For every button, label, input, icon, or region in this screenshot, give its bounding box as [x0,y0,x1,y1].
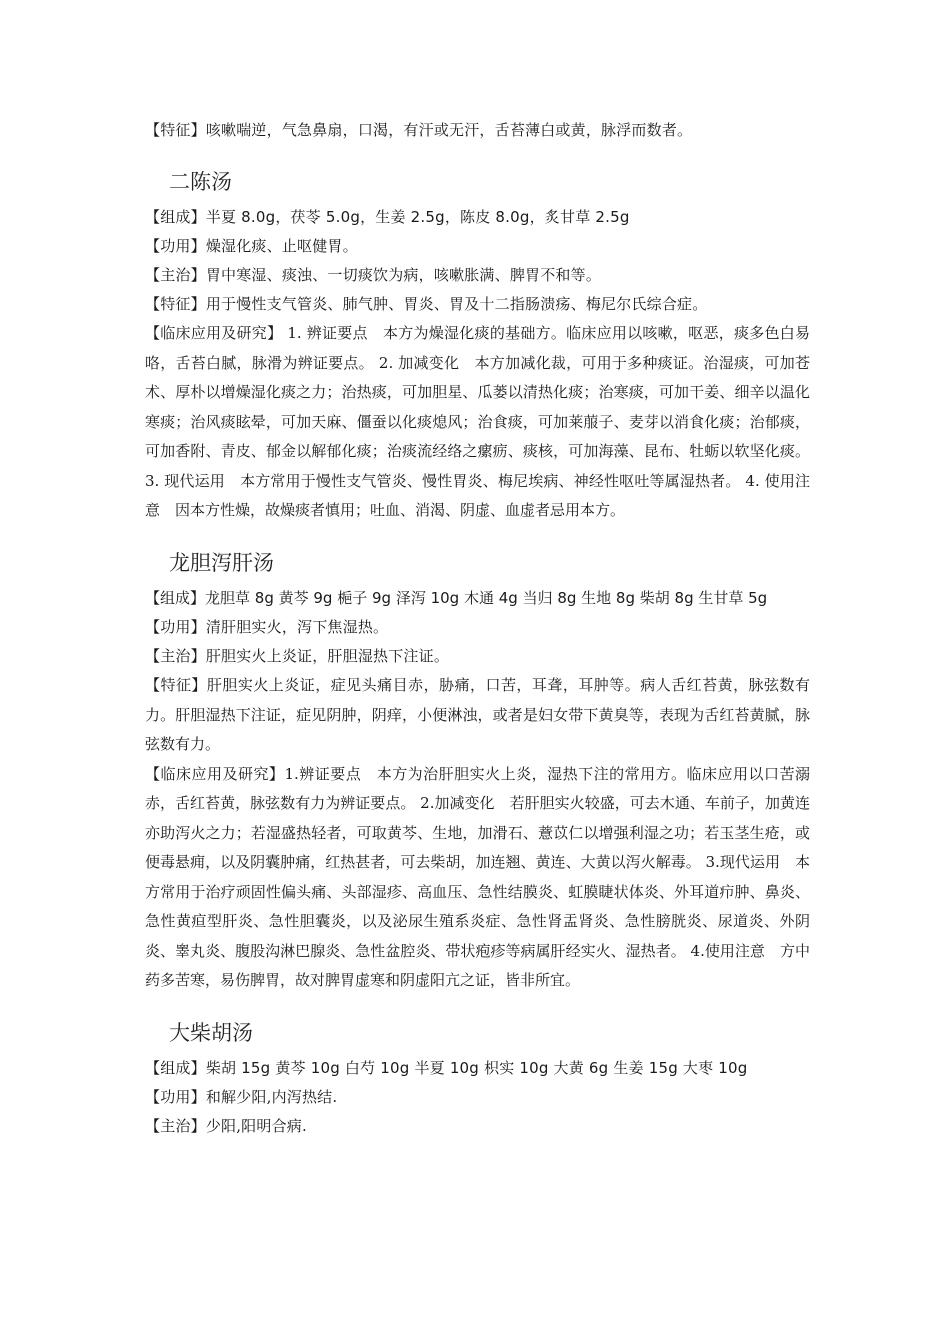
indication-tag: 【主治】 [145,1116,206,1135]
feature-tag: 【特征】 [145,676,207,694]
indication-text: 胃中寒湿、痰浊、一切痰饮为病，咳嗽胀满、脾胃不和等。 [205,266,602,284]
composition-tag: 【组成】 [145,208,206,226]
longdan-composition-line [145,584,810,614]
composition-tag: 【组成】 [145,588,206,607]
indication-text: 肝胆实火上炎证，肝胆湿热下注证。 [205,647,450,665]
longdan-function-line [145,613,810,642]
composition-text: 龙胆草 8g 黄芩 9g 梔子 9g 泽泻 10g 木通 4g 当归 8g 生地 8g 柴胡 8g 生甘草 5g [205,588,768,607]
composition-text: 半夏 8.0g，茯苓 5.0g，生姜 2.5g，陈皮 8.0g，炙甘草 2.5g [205,208,630,226]
clinical-tag: 【临床应用及研究】 [145,324,283,342]
erchen-function-line [145,232,810,261]
clinical-tag: 【临床应用及研究】 [145,764,285,783]
indication-tag: 【主治】 [145,647,206,665]
longdan-feature-paragraph [145,671,810,760]
function-tag: 【功用】 [145,618,206,636]
clinical-text: 1.辨证要点 本方为治肝胆实火上炎，湿热下注的常用方。临床应用以口苦溺赤，舌红苔黄，脉弦数有力为辨证要点。 2.加减变化 若肝胆实火较盛，可去木通、车前子，加黄连亦助泻火之力；若湿盛热轻者，可取黄芩、生地，加滑石、薏苡仁以增强利湿之功；若玉茎生疮，或便毒悬痈，以及阴囊肿痛，红热甚者，可去柴胡，加连翘、黄连、大黄以泻火解毒。 3.现代运用 本方常用于治疗顽固性偏头痛、头部湿疹、高血压、急性结膜炎、虹膜睫状体炎、外耳道疖肿、鼻炎、急性黄疸型肝炎、急性胆囊炎，以及泌尿生殖系炎症、急性肾盂肾炎、急性膀胱炎、尿道炎、外阴炎、睾丸炎、腹股沟淋巴腺炎、急性盆腔炎、带状疱疹等病属肝经实火、湿热者。 4.使用注意 方中药多苦寒，易伤脾胃，故对脾胃虚寒和阴虚阳亢之证，皆非所宜。 [145,764,810,989]
function-text: 清肝胆实火，泻下焦湿热。 [205,618,389,636]
longdan-clinical-paragraph [145,760,810,996]
function-tag: 【功用】 [145,237,206,255]
function-tag: 【功用】 [145,1087,206,1106]
section-title-dachaihu: 大柴胡汤 [169,1020,253,1045]
composition-text: 柴胡 15g 黄芩 10g 白芍 10g 半夏 10g 枳实 10g 大黄 6g 生姜 15g 大枣 10g [205,1058,748,1077]
feature-text: 用于慢性支气管炎、肺气肿、胃炎、胃及十二指肠溃疡、梅尼尔氏综合症。 [205,295,708,313]
indication-text: 少阳,阳明合病. [205,1116,307,1135]
erchen-clinical-paragraph [145,319,810,526]
section-title-erchen: 二陈汤 [169,170,232,194]
feature-tag: 【特征】 [145,295,206,313]
dachaihu-function-line [145,1083,810,1112]
feature-text: 咳嗽喘逆，气急鼻扇，口渴，有汗或无汗，舌苔薄白或黄，脉浮而数者。 [205,121,693,139]
function-text: 和解少阳,内泻热结. [205,1087,338,1106]
longdan-indication-line [145,642,810,671]
dachaihu-composition-line [145,1054,810,1083]
erchen-indication-line [145,261,810,290]
feature-text: 肝胆实火上炎证，症见头痛目赤，胁痛，口苦，耳聋，耳肿等。病人舌红苔黄，脉弦数有力。肝胆湿热下注证，症见阴肿，阴痒，小便淋浊，或者是妇女带下黄臭等，表现为舌红苔黄腻，脉弦数有力。 [145,676,810,753]
intro-feature-line [145,116,810,145]
composition-tag: 【组成】 [145,1058,206,1077]
dachaihu-indication-line [145,1112,810,1141]
erchen-feature-line [145,290,810,319]
feature-tag: 【特征】 [145,121,206,139]
section-title-longdan: 龙胆泻肝汤 [169,550,274,575]
indication-tag: 【主治】 [145,266,206,284]
document-page [145,116,810,1141]
erchen-composition-line [145,203,810,232]
clinical-text: 1. 辨证要点 本方为燥湿化痰的基础方。临床应用以咳嗽，呕恶，痰多色白易咯，舌苔白腻，脉滑为辨证要点。 2. 加减变化 本方加减化裁，可用于多种痰证。治湿痰，可加苍术、厚朴以增燥湿化痰之力；治热痰，可加胆星、瓜蒌以清热化痰；治寒痰，可加干姜、细辛以温化寒痰；治风痰眩晕，可加天麻、僵蚕以化痰熄风；治食痰，可加莱菔子、麦芽以消食化痰；治郁痰，可加香附、青皮、郁金以解郁化痰；治痰流经络之瘰疬、痰核，可加海藻、昆布、牡蛎以软坚化痰。 3. 现代运用 本方常用于慢性支气管炎、慢性胃炎、梅尼埃病、神经性呕吐等属湿热者。 4. 使用注意 因本方性燥，故燥痰者慎用；吐血、消渴、阴虚、血虚者忌用本方。 [145,324,810,519]
function-text: 燥湿化痰、止呕健胃。 [205,237,358,255]
